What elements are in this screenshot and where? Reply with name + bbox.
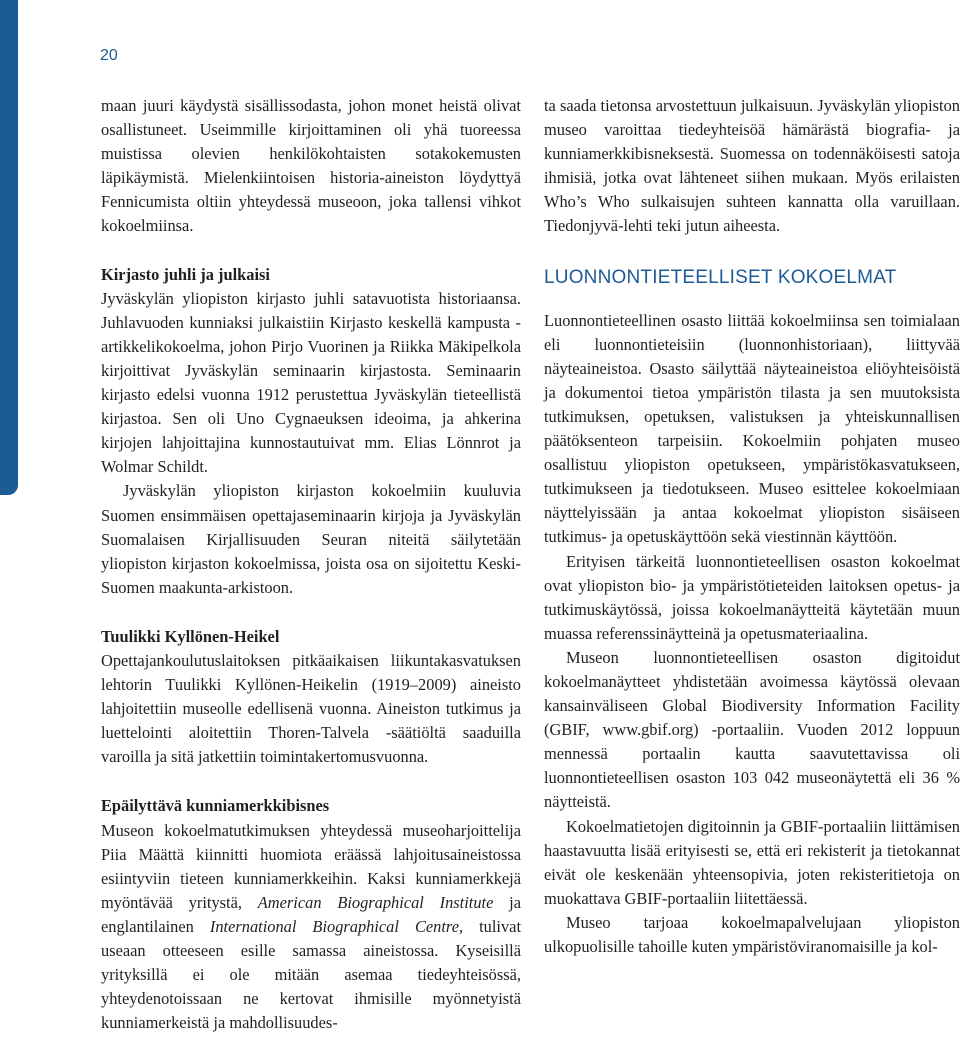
donation-section-heading: Tuulikki Kyllönen-Heikel (101, 626, 280, 646)
natural-paragraph-4: Kokoelmatietojen digitoinnin ja GBIF-portaaliin liittämisen haastavuutta lisää erityisesti se, että eri rekisterit ja tietokannat eivät ole keskenään yhteensopivia, joten rekisteritietoja on muokattava GBIF-portaaliin liitettäessä. (544, 816, 960, 908)
left-intro-paragraph: maan juuri käydystä sisällissodasta, johon monet heistä olivat osallistuneet. Useimmille kirjoittaminen oli yhä tuoreessa muistissa olevien henkilökohtaisten sotakokemusten läpikäymistä. Mielenkiintoisen historia-aineiston löydyttyä Fennicumista oltiin yhteydessä museoon, joka tallensi vihkot kokoelmiinsa. (101, 96, 521, 236)
page-number: 20 (100, 47, 118, 64)
library-paragraph-2: Jyväskylän yliopiston kirjaston kokoelmiin kuuluvia Suomen ensimmäisen opettajaseminaarin kirjoja ja Jyväskylän Suomalaisen Kirjallisuuden Seuran niteitä säilytetään yliopiston kirjaston kokoelmissa, joista osa on sijoitettu Keski-Suomen maakunta-arkistoon. (101, 481, 521, 597)
natural-paragraph-2: Erityisen tärkeitä luonnontieteellisen osaston kokoelmat ovat yliopiston bio- ja ympäristötieteiden laitoksen opetus- ja tutkimuskäytössä, joissa kokoelmanäytteitä käytetään muun muassa referenssinäytteinä ja opetusmateriaalina. (544, 551, 960, 643)
natural-collections-heading: LUONNONTIETEELLISET KOKOELMAT (544, 266, 897, 288)
natural-paragraph-1: Luonnontieteellinen osasto liittää kokoelmiinsa sen toimialaan eli luonnontieteisiin (luonnonhistoriaan), liittyvää näyteaineistoa. Osasto säilyttää näyteaineistoa eliöyhteisöistä ja dokumentoi tietoa ympäristön tilasta ja sen muutoksista tutkimuksen, opetuksen, valistuksen ja yhteiskunnallisen päätöksenteon tarpeisiin. Kokoelmiin pohjaten museo osallistuu yliopiston opetukseen, ympäristökasvatukseen, tutkimukseen ja tiedotukseen. Museo esittelee kokoelmiaan näyttelyissään ja antaa kokoelmat yliopiston sisäiseen tutkimus- ja opetuskäyttöön sekä viestinnän käyttöön. (544, 310, 960, 547)
natural-paragraph-3: Museon luonnontieteellisen osaston digitoidut kokoelmanäytteet yhdistetään avoimessa käytössä olevaan kansainväliseen Global Biodiversity Information Facility (GBIF, www.gbif.org) -portaaliin. Vuoden 2012 loppuun mennessä portaalin kautta saavutettavissa oli luonnontieteellisen osaston 103 042 museonäytettä eli 36 % näytteistä. (544, 647, 960, 812)
library-paragraph-1: Jyväskylän yliopiston kirjasto juhli satavuotista historiaansa. Juhlavuoden kunniaksi julkaistiin Kirjasto keskellä kampusta -artikkelikokoelma, johon Pirjo Vuorinen ja Riikka Mäkipelkola kirjoittivat Jyväskylän seminaarin kirjastosta. Seminaarin kirjasto edelsi vuonna 1912 perustettua Jyväskylän tieteellistä kirjastoa. Sen oli Uno Cygnaeuksen ideoima, ja ahkerina kirjojen lahjoittajina kunnostautuivat mm. Elias Lönnrot ja Wolmar Schildt. (101, 288, 521, 477)
honors-paragraph (101, 819, 521, 1036)
honors-text-2: ja englantilainen (101, 892, 521, 936)
side-color-bar (0, 0, 18, 495)
honors-text-3: tulivat useaan otteeseen esille samassa aineistossa. Kyseisillä yrityksillä ei ole mitään asemaa tiedeyhteisössä, yhteydenotoissaan ne kertovat ihmisille myönnetyistä kunniamerkeistä ja mahdollisuudes- (101, 916, 521, 1033)
honors-company-1: American Biographical Institute (257, 892, 494, 912)
right-intro-paragraph: ta saada tietonsa arvostettuun julkaisuun. Jyväskylän yliopiston museo varoittaa tiedeyhteisöä hämärästä biografia- ja kunniamerkkibisneksestä. Suomessa on todennäköisesti satoja ihmisiä, jotka ovat lähteneet siihen mukaan. Myös erilaisten Who’s Who sulkaisujen suhteen kannatta olla varuillaan. Tiedonjyvä-lehti teki jutun aiheesta. (544, 96, 960, 236)
right-column (544, 94, 960, 959)
natural-paragraph-5: Museo tarjoaa kokoelmapalvelujaan yliopiston ulkopuolisille tahoille kuten ympäristöviranomaisille ja kol- (544, 912, 960, 956)
library-section-heading: Kirjasto juhli ja julkaisi (101, 264, 270, 284)
honors-text-1: Museon kokoelmatutkimuksen yhteydessä museoharjoittelija Piia Määttä kiinnitti huomiota eräässä lahjoitusaineistossa esiintyviin tieteen kunniamerkkeihin. Kaksi kunniamerkkejä myöntävää yritystä, (101, 820, 521, 912)
honors-section-heading: Epäilyttävä kunniamerkkibisnes (101, 796, 330, 816)
left-column (101, 94, 521, 1035)
honors-company-2: International Biographical Centre, (209, 916, 464, 936)
donation-paragraph: Opettajankoulutuslaitoksen pitkäaikaisen liikuntakasvatuksen lehtorin Tuulikki Kyllönen-Heikelin (1919–2009) aineisto lahjoitettiin museolle edellisenä vuonna. Aineiston tutkimus ja luettelointi aloitettiin Thoren-Talvela -säätiöltä saaduilla varoilla ja sitä jatkettiin toimintakertomusvuonna. (101, 650, 521, 767)
